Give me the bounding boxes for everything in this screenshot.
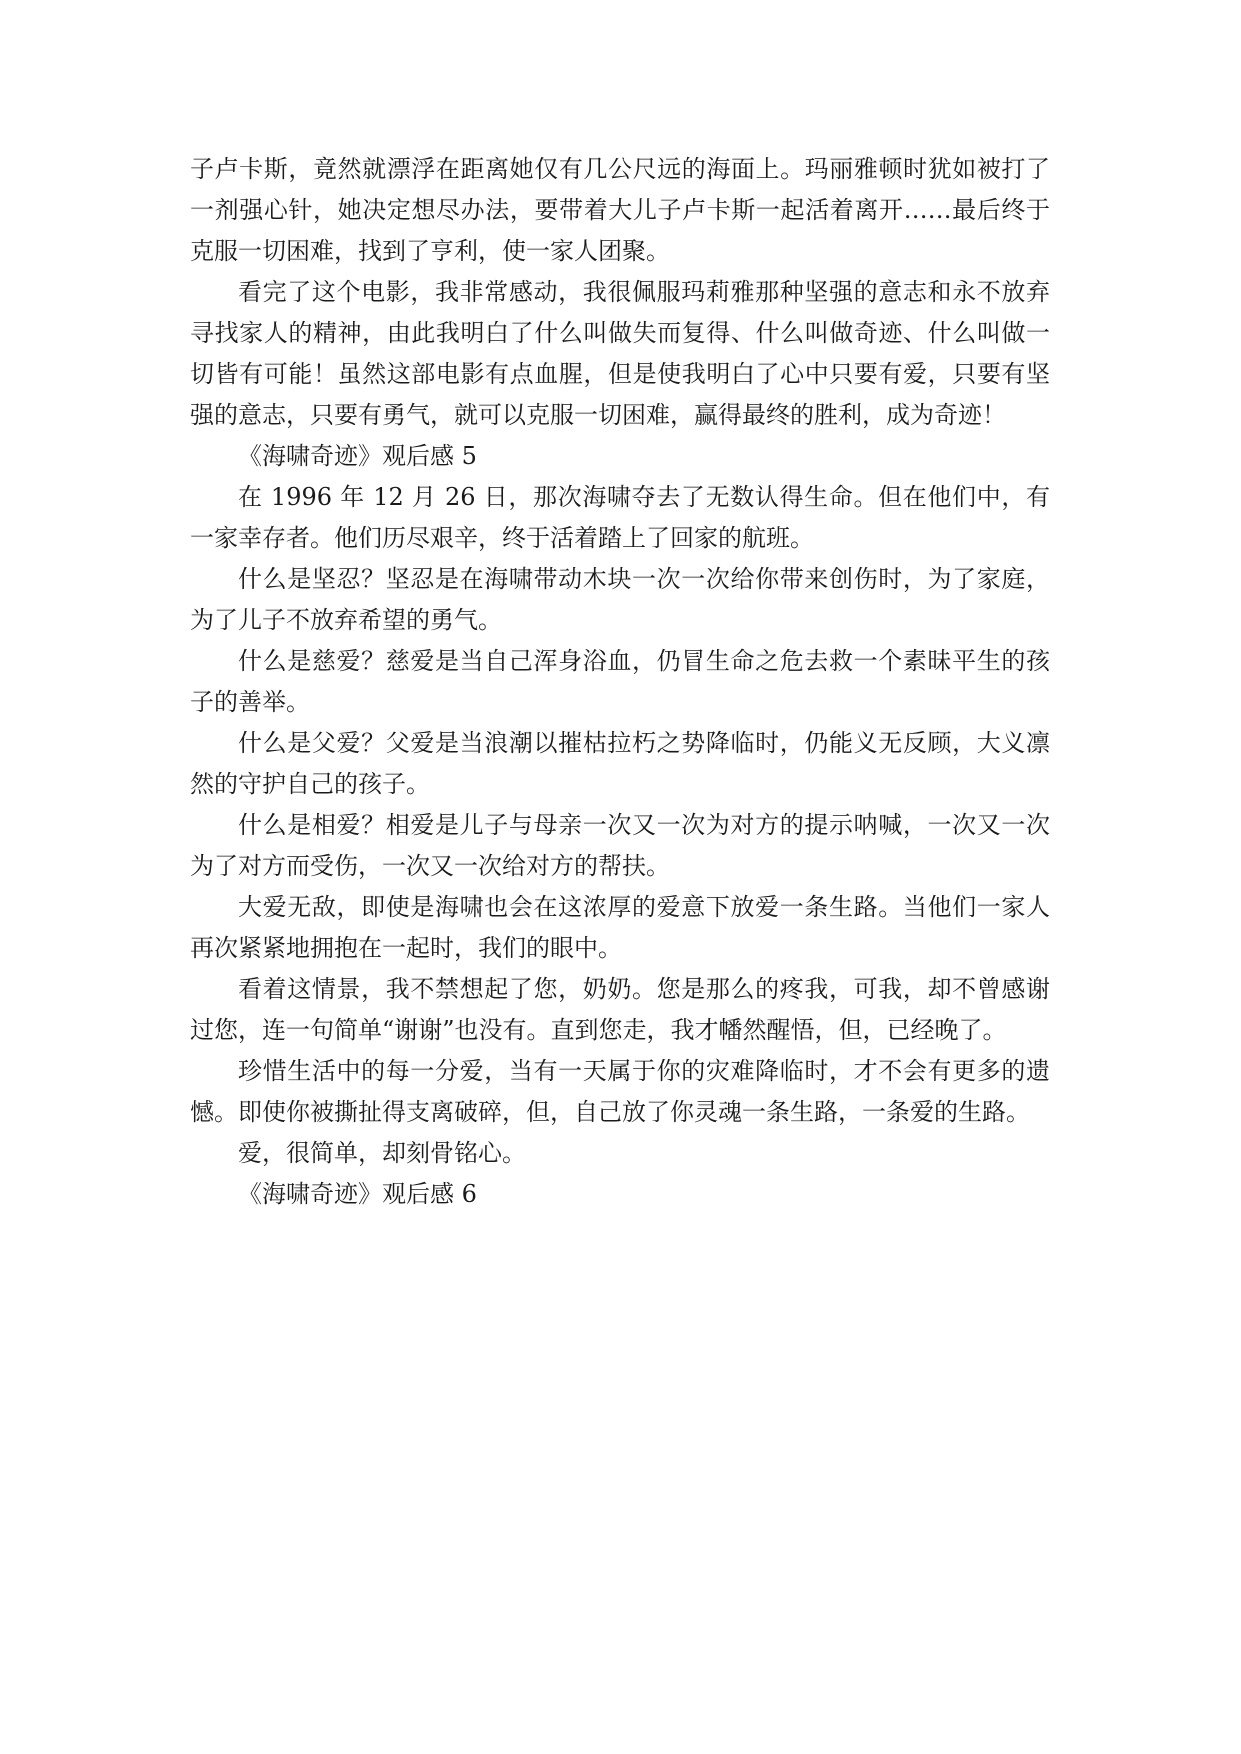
paragraph: 什么是坚忍？坚忍是在海啸带动木块一次一次给你带来创伤时，为了家庭，为了儿子不放弃希望的勇气。: [190, 565, 1050, 634]
section-heading: 《海啸奇迹》观后感 6: [238, 1180, 477, 1208]
paragraph: 什么是父爱？父爱是当浪潮以摧枯拉朽之势降临时，仍能义无反顾，大义凛然的守护自己的孩子。: [190, 729, 1050, 798]
paragraph: 看着这情景，我不禁想起了您，奶奶。您是那么的疼我，可我，却不曾感谢过您，连一句简单“谢谢”也没有。直到您走，我才幡然醒悟，但，已经晚了。: [190, 975, 1050, 1044]
document-body: [190, 149, 1050, 1215]
paragraph: 爱，很简单，却刻骨铭心。: [238, 1139, 526, 1167]
paragraph: 在 1996 年 12 月 26 日，那次海啸夺去了无数认得生命。但在他们中，有一家幸存者。他们历尽艰辛，终于活着踏上了回家的航班。: [190, 483, 1050, 552]
paragraph: 子卢卡斯，竟然就漂浮在距离她仅有几公尺远的海面上。玛丽雅顿时犹如被打了一剂强心针，她决定想尽办法，要带着大儿子卢卡斯一起活着离开……最后终于克服一切困难，找到了亨利，使一家人团聚。: [190, 155, 1050, 265]
paragraph: 大爱无敌，即使是海啸也会在这浓厚的爱意下放爱一条生路。当他们一家人再次紧紧地拥抱在一起时，我们的眼中。: [190, 893, 1050, 962]
paragraph: 看完了这个电影，我非常感动，我很佩服玛莉雅那种坚强的意志和永不放弃寻找家人的精神，由此我明白了什么叫做失而复得、什么叫做奇迹、什么叫做一切皆有可能！虽然这部电影有点血腥，但是使我明白了心中只要有爱，只要有坚强的意志，只要有勇气，就可以克服一切困难，赢得最终的胜利，成为奇迹！: [190, 278, 1050, 429]
paragraph: 什么是相爱？相爱是儿子与母亲一次又一次为对方的提示呐喊，一次又一次为了对方而受伤，一次又一次给对方的帮扶。: [190, 811, 1050, 880]
section-heading: 《海啸奇迹》观后感 5: [238, 442, 477, 470]
paragraph: 珍惜生活中的每一分爱，当有一天属于你的灾难降临时，才不会有更多的遗憾。即使你被撕扯得支离破碎，但，自己放了你灵魂一条生路，一条爱的生路。: [190, 1057, 1050, 1126]
paragraph: 什么是慈爱？慈爱是当自己浑身浴血，仍冒生命之危去救一个素昧平生的孩子的善举。: [190, 647, 1050, 716]
